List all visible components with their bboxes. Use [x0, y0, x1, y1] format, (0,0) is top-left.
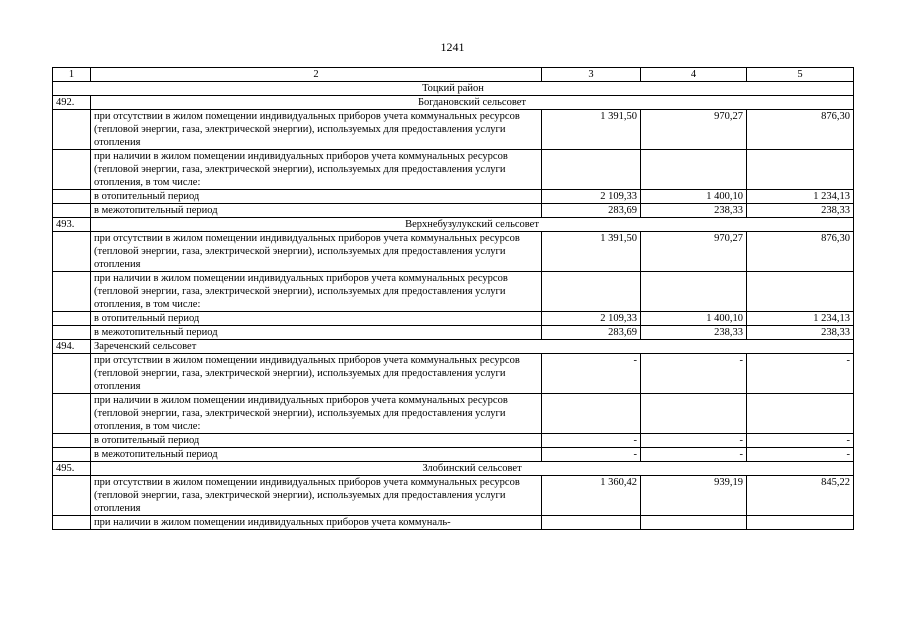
value-cell: [641, 272, 747, 312]
with-meters-row: [53, 516, 854, 530]
value-cell: 1 391,50: [542, 110, 641, 150]
off-heating-period-row: [53, 326, 854, 340]
row-description: при наличии в жилом помещении индивидуальных приборов учета коммунальных ресурсов (тепловой энергии, газа, электрической энергии), используемых для предоставления услуги отопления, в том числе:: [91, 272, 542, 312]
value-cell: 1 391,50: [542, 232, 641, 272]
row-description: при отсутствии в жилом помещении индивидуальных приборов учета коммунальных ресурсов (тепловой энергии, газа, электрической энергии), используемых для предоставления услуги отопления: [91, 354, 542, 394]
row-number: [53, 476, 91, 516]
value-cell: -: [747, 448, 854, 462]
row-number: [53, 272, 91, 312]
value-cell: 1 400,10: [641, 190, 747, 204]
row-description: при наличии в жилом помещении индивидуальных приборов учета коммунальных ресурсов (тепловой энергии, газа, электрической энергии), используемых для предоставления услуги отопления, в том числе:: [91, 394, 542, 434]
tariff-table-body: [53, 68, 854, 530]
value-cell: [542, 516, 641, 530]
row-number: [53, 190, 91, 204]
row-description: в отопительный период: [91, 312, 542, 326]
section-name: Богдановский сельсовет: [91, 96, 854, 110]
page-number: 1241: [440, 40, 465, 54]
district-title: Тоцкий район: [53, 82, 854, 96]
off-heating-period-row: [53, 448, 854, 462]
row-description: при отсутствии в жилом помещении индивидуальных приборов учета коммунальных ресурсов (тепловой энергии, газа, электрической энергии), используемых для предоставления услуги отопления: [91, 232, 542, 272]
value-cell: 1 400,10: [641, 312, 747, 326]
value-cell: -: [641, 434, 747, 448]
value-cell: [542, 150, 641, 190]
heating-period-row: [53, 190, 854, 204]
row-number: [53, 434, 91, 448]
row-number: [53, 312, 91, 326]
off-heating-period-row: [53, 204, 854, 218]
value-cell: 2 109,33: [542, 190, 641, 204]
row-number: [53, 394, 91, 434]
value-cell: [641, 150, 747, 190]
with-meters-row: [53, 394, 854, 434]
value-cell: -: [641, 354, 747, 394]
value-cell: 1 234,13: [747, 190, 854, 204]
row-description: при наличии в жилом помещении индивидуальных приборов учета коммунальных ресурсов (тепловой энергии, газа, электрической энергии), используемых для предоставления услуги отопления, в том числе:: [91, 150, 542, 190]
row-description: в межотопительный период: [91, 204, 542, 218]
value-cell: [641, 394, 747, 434]
column-header-row: [53, 68, 854, 82]
value-cell: 1 360,42: [542, 476, 641, 516]
section-row: [53, 462, 854, 476]
row-description: в отопительный период: [91, 434, 542, 448]
value-cell: [747, 150, 854, 190]
row-description: при отсутствии в жилом помещении индивидуальных приборов учета коммунальных ресурсов (тепловой энергии, газа, электрической энергии), используемых для предоставления услуги отопления: [91, 476, 542, 516]
row-description: в межотопительный период: [91, 448, 542, 462]
with-meters-row: [53, 150, 854, 190]
value-cell: -: [542, 448, 641, 462]
row-number: [53, 232, 91, 272]
row-description: при наличии в жилом помещении индивидуальных приборов учета коммуналь-: [91, 516, 542, 530]
value-cell: 970,27: [641, 232, 747, 272]
column-header: 5: [747, 68, 854, 82]
section-name: Злобинский сельсовет: [91, 462, 854, 476]
column-header: 4: [641, 68, 747, 82]
section-name: Верхнебузулукский сельсовет: [91, 218, 854, 232]
value-cell: 283,69: [542, 204, 641, 218]
value-cell: [747, 394, 854, 434]
value-cell: 845,22: [747, 476, 854, 516]
section-number: 495.: [53, 462, 91, 476]
column-header: 3: [542, 68, 641, 82]
value-cell: -: [747, 354, 854, 394]
column-header: 2: [91, 68, 542, 82]
row-number: [53, 110, 91, 150]
value-cell: 876,30: [747, 110, 854, 150]
section-number: 494.: [53, 340, 91, 354]
row-description: в межотопительный период: [91, 326, 542, 340]
row-description: при отсутствии в жилом помещении индивидуальных приборов учета коммунальных ресурсов (тепловой энергии, газа, электрической энергии), используемых для предоставления услуги отопления: [91, 110, 542, 150]
no-meters-row: [53, 476, 854, 516]
row-description: в отопительный период: [91, 190, 542, 204]
row-number: [53, 354, 91, 394]
section-number: 492.: [53, 96, 91, 110]
value-cell: [747, 516, 854, 530]
value-cell: 876,30: [747, 232, 854, 272]
value-cell: [542, 272, 641, 312]
row-number: [53, 516, 91, 530]
value-cell: [641, 516, 747, 530]
tariff-table: [52, 67, 854, 530]
value-cell: 283,69: [542, 326, 641, 340]
heating-period-row: [53, 312, 854, 326]
with-meters-row: [53, 272, 854, 312]
no-meters-row: [53, 110, 854, 150]
no-meters-row: [53, 354, 854, 394]
heating-period-row: [53, 434, 854, 448]
value-cell: -: [641, 448, 747, 462]
value-cell: [747, 272, 854, 312]
value-cell: 939,19: [641, 476, 747, 516]
value-cell: -: [542, 434, 641, 448]
value-cell: 970,27: [641, 110, 747, 150]
value-cell: [542, 394, 641, 434]
district-row: [53, 82, 854, 96]
value-cell: 2 109,33: [542, 312, 641, 326]
value-cell: 238,33: [641, 326, 747, 340]
value-cell: -: [542, 354, 641, 394]
value-cell: 1 234,13: [747, 312, 854, 326]
row-number: [53, 326, 91, 340]
value-cell: -: [747, 434, 854, 448]
row-number: [53, 448, 91, 462]
section-row: [53, 218, 854, 232]
section-number: 493.: [53, 218, 91, 232]
section-row: [53, 340, 854, 354]
value-cell: 238,33: [747, 204, 854, 218]
row-number: [53, 204, 91, 218]
section-row: [53, 96, 854, 110]
row-number: [53, 150, 91, 190]
value-cell: 238,33: [641, 204, 747, 218]
value-cell: 238,33: [747, 326, 854, 340]
column-header: 1: [53, 68, 91, 82]
no-meters-row: [53, 232, 854, 272]
section-name: Зареченский сельсовет: [91, 340, 854, 354]
